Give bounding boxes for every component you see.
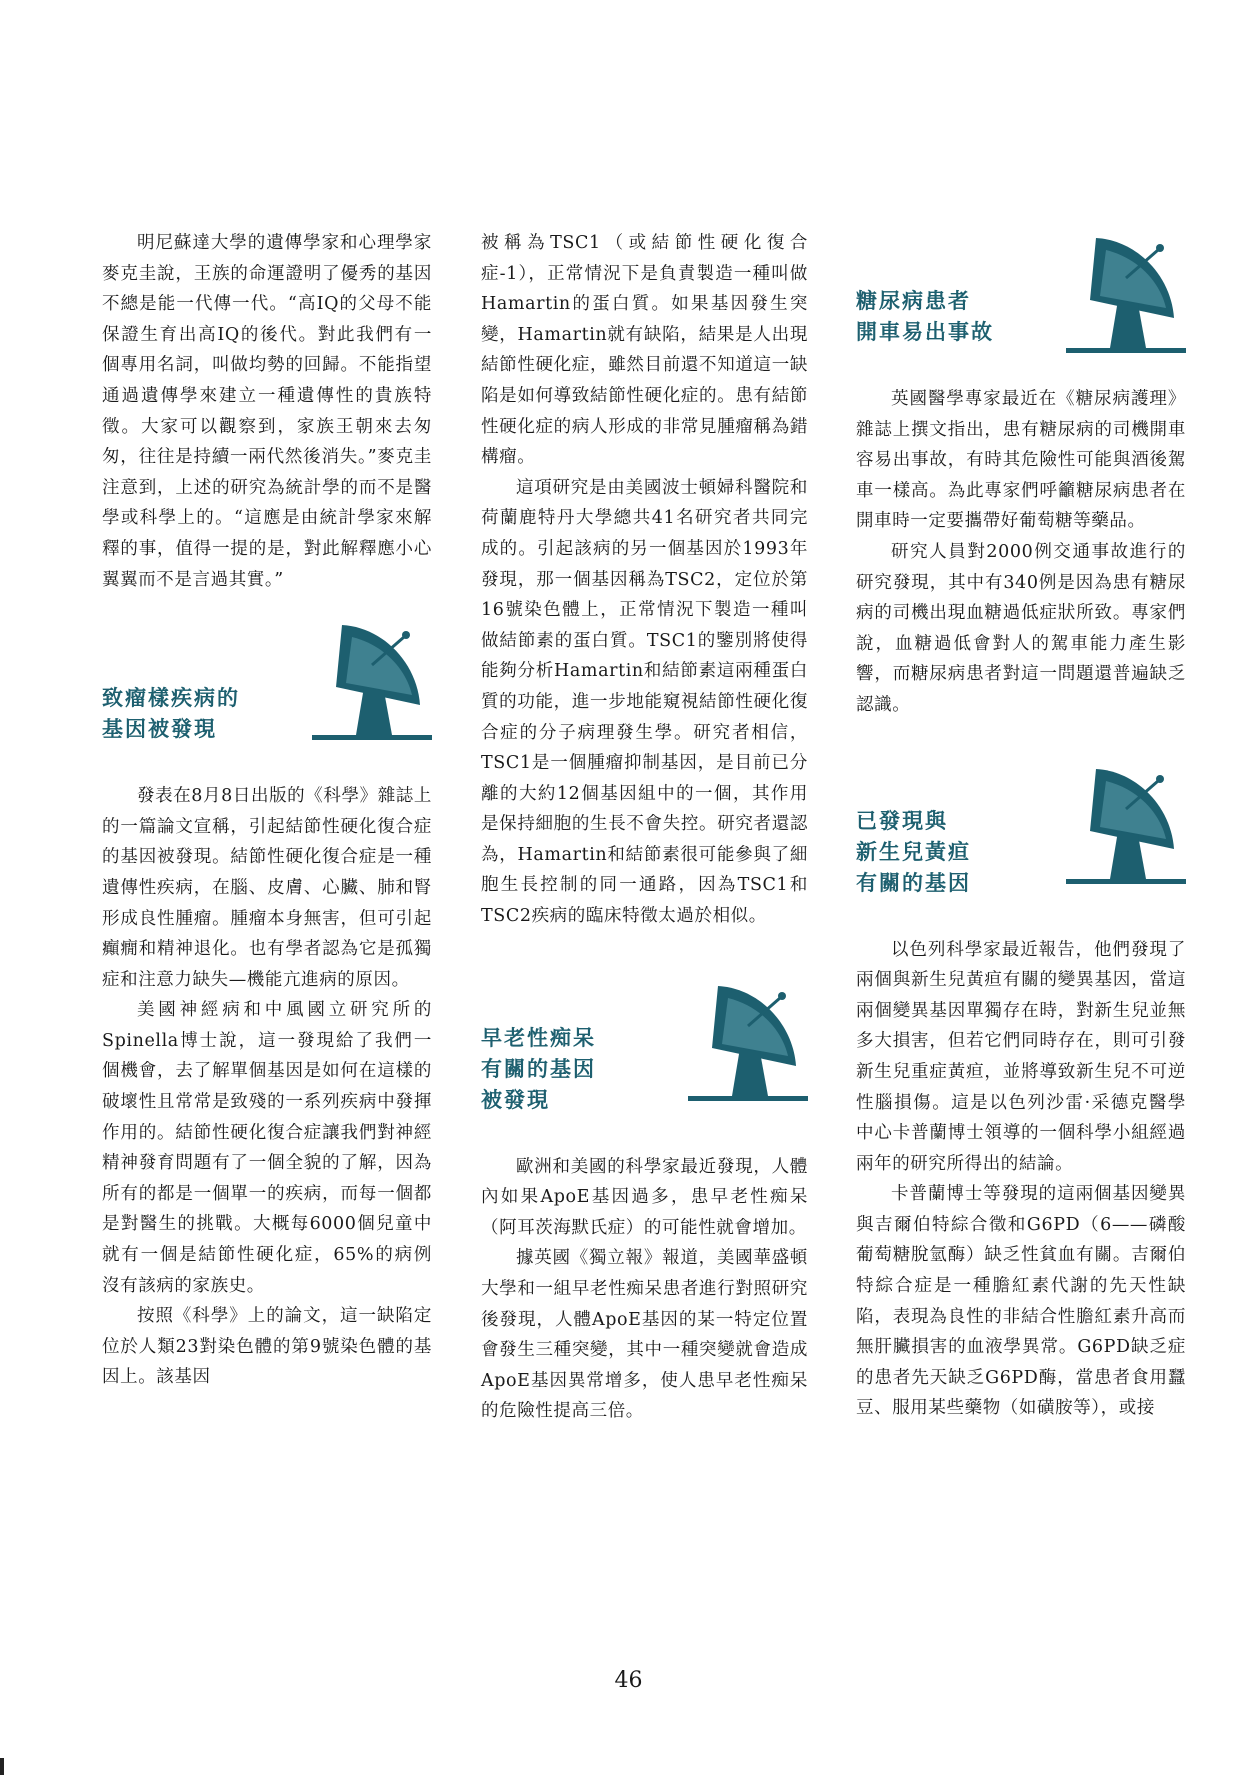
section-title: 致瘤樣疾病的 基因被發現 <box>102 686 240 742</box>
section-title: 早老性痴呆 有關的基因 被發現 <box>481 1025 596 1112</box>
section-heading-tumor-gene <box>102 617 432 767</box>
paragraph: 被稱為TSC1（或結節性硬化復合症-1），正常情況下是負責製造一種叫做Hamartin的蛋白質。如果基因發生突變，Hamartin就有缺陷，結果是人出現結節性硬化症，雖然目前還不知道這一缺陷是如何導致結節性硬化症的。患有結節性硬化症的病人形成的非常見腫瘤稱為錯構瘤。 <box>481 233 808 468</box>
paragraph: 美國神經病和中風國立研究所的Spinella博士說，這一發現給了我們一個機會，去了解單個基因是如何在這樣的破壞性且常常是致殘的一系列疾病中發揮作用的。結節性硬化復合症讓我們對神經精神發育問題有了一個全貌的了解，因為所有的都是一個單一的疾病，而每一個都是對醫生的挑戰。大概每6000個兒童中就有一個是結節性硬化症，65%的病例沒有該病的家族史。 <box>102 1000 432 1296</box>
section-heading-diabetes-driving <box>856 230 1186 370</box>
satellite-dish-icon <box>1066 230 1186 360</box>
paragraph: 按照《科學》上的論文，這一缺陷定位於人類23對染色體的第9號染色體的基因上。該基因 <box>102 1306 432 1388</box>
paragraph: 卡普蘭博士等發現的這兩個基因變異與吉爾伯特綜合徵和G6PD（6——磷酸葡萄糖脫氫酶）缺乏性貧血有關。吉爾伯特綜合症是一種膽紅素代謝的先天性缺陷，表現為良性的非結合性膽紅素升高而無肝臟損害的血液學異常。G6PD缺乏症的患者先天缺乏G6PD酶，當患者食用蠶豆、服用某些藥物（如磺胺等），或接 <box>856 1184 1186 1419</box>
satellite-dish-icon <box>688 978 808 1108</box>
column-2 <box>481 228 808 1427</box>
section-title: 已發現與 新生兒黃疸 有關的基因 <box>856 808 971 895</box>
column-1 <box>102 228 432 1393</box>
section-heading-alzheimer-gene <box>481 978 808 1138</box>
scan-edge-mark <box>0 1758 4 1775</box>
page-number: 46 <box>614 1668 643 1693</box>
column-3 <box>856 230 1186 1424</box>
paragraph: 發表在8月8日出版的《科學》雜誌上的一篇論文宣稱，引起結節性硬化復合症的基因被發現。結節性硬化復合症是一種遺傳性疾病，在腦、皮膚、心臟、肺和腎形成良性腫瘤。腫瘤本身無害，但可引起癲癇和精神退化。也有學者認為它是孤獨症和注意力缺失—機能亢進病的原因。 <box>102 786 432 990</box>
paragraph: 研究人員對2000例交通事故進行的研究發現，其中有340例是因為患有糖尿病的司機出現血糖過低症狀所致。專家們說，血糖過低會對人的駕車能力產生影響，而糖尿病患者對這一問題還普遍缺乏認識。 <box>856 541 1186 715</box>
satellite-dish-icon <box>1066 761 1186 891</box>
paragraph: 這項研究是由美國波士頓婦科醫院和荷蘭鹿特丹大學總共41名研究者共同完成的。引起該病的另一個基因於1993年發現，那一個基因稱為TSC2，定位於第16號染色體上，正常情況下製造一種叫做結節素的蛋白質。TSC1的鑒別將使得能夠分析Hamartin和結節素這兩種蛋白質的功能，進一步地能窺視結節性硬化復合症的分子病理發生學。研究者相信，TSC1是一個腫瘤抑制基因，是目前已分離的大約12個基因組中的一個，其作用是保持細胞的生長不會失控。研究者還認為，Hamartin和結節素很可能參與了細胞生長控制的同一通路，因為TSC1和TSC2疾病的臨床特徵太過於相似。 <box>481 477 808 927</box>
paragraph: 據英國《獨立報》報道，美國華盛頓大學和一組早老性痴呆患者進行對照研究後發現，人體ApoE基因的某一特定位置會發生三種突變，其中一種突變就會造成ApoE基因異常增多，使人患早老性痴呆的危險性提高三倍。 <box>481 1248 808 1422</box>
section-title: 糖尿病患者 開車易出事故 <box>856 289 994 344</box>
paragraph: 明尼蘇達大學的遺傳學家和心理學家麥克圭說，王族的命運證明了優秀的基因不總是能一代傳一代。“高IQ的父母不能保證生育出高IQ的後代。對此我們有一個專用名詞，叫做均勢的回歸。不能指望通過遺傳學來建立一種遺傳性的貴族特徵。大家可以觀察到，家族王朝來去匆匆，往往是持續一兩代然後消失。”麥克圭注意到，上述的研究為統計學的而不是醫學或科學上的。“這應是由統計學家來解釋的事，值得一提的是，對此解釋應小心翼翼而不是言過其實。” <box>102 233 432 590</box>
satellite-dish-icon <box>312 617 432 747</box>
paragraph: 以色列科學家最近報告，他們發現了兩個與新生兒黃疸有關的變異基因，當這兩個變異基因單獨存在時，對新生兒並無多大損害，但若它們同時存在，則可引發新生兒重症黃疸，並將導致新生兒不可逆性腦損傷。這是以色列沙雷·采德克醫學中心卡普蘭博士領導的一個科學小組經過兩年的研究所得出的結論。 <box>856 939 1186 1174</box>
paragraph: 英國醫學專家最近在《糖尿病護理》雜誌上撰文指出，患有糖尿病的司機開車容易出事故，有時其危險性可能與酒後駕車一樣高。為此專家們呼籲糖尿病患者在開車時一定要攜帶好葡萄糖等藥品。 <box>856 389 1186 532</box>
section-heading-jaundice-gene <box>856 761 1186 921</box>
paragraph: 歐洲和美國的科學家最近發現，人體內如果ApoE基因過多，患早老性痴呆（阿耳茨海默氏症）的可能性就會增加。 <box>481 1156 808 1238</box>
